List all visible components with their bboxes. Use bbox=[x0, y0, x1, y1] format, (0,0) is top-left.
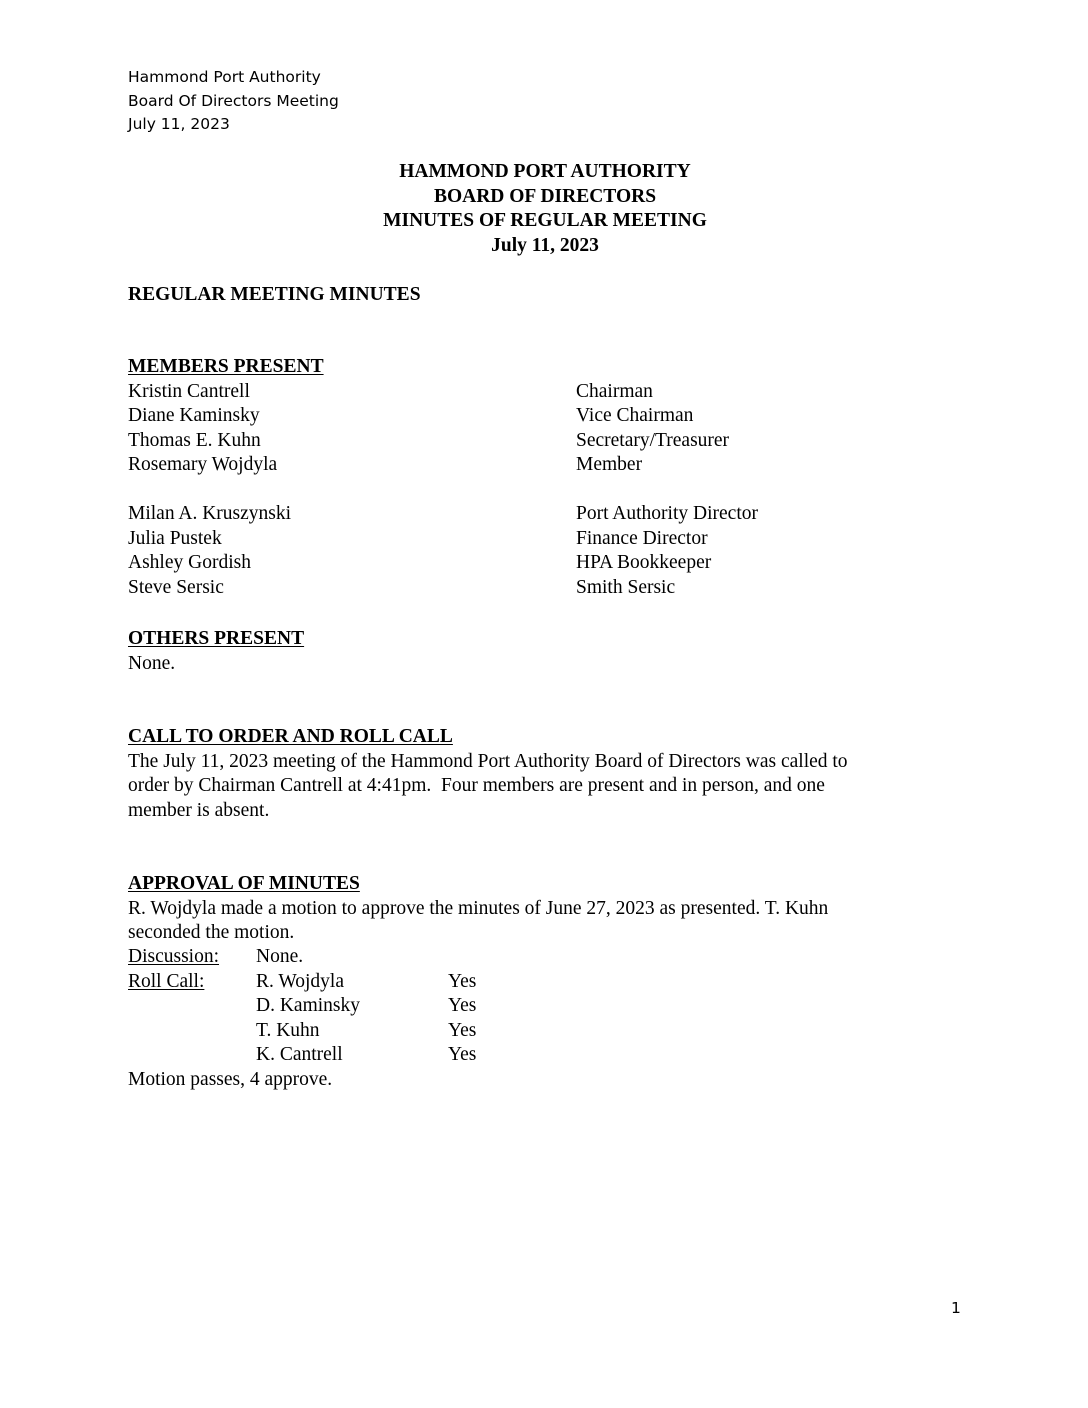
member-name: Kristin Cantrell bbox=[128, 380, 250, 402]
call-to-order-line: The July 11, 2023 meeting of the Hammond Port Authority Board of Directors was called to bbox=[128, 750, 848, 772]
approval-of-minutes-heading: APPROVAL OF MINUTES bbox=[128, 873, 360, 894]
title-date: July 11, 2023 bbox=[491, 234, 599, 256]
discussion-row bbox=[128, 945, 728, 970]
vote-row bbox=[128, 994, 728, 1019]
title-board: BOARD OF DIRECTORS bbox=[433, 185, 657, 207]
call-to-order-heading: CALL TO ORDER AND ROLL CALL bbox=[128, 726, 453, 747]
others-present-section bbox=[128, 627, 928, 676]
voter-name: R. Wojdyla bbox=[256, 970, 344, 992]
member-row bbox=[128, 453, 888, 478]
call-to-order-section bbox=[128, 725, 928, 823]
voter-name: D. Kaminsky bbox=[256, 995, 360, 1016]
document-title bbox=[0, 160, 1088, 258]
member-name: Rosemary Wojdyla bbox=[128, 454, 278, 475]
member-name: Thomas E. Kuhn bbox=[128, 429, 261, 451]
member-row bbox=[128, 429, 888, 454]
member-row bbox=[128, 404, 888, 429]
header-meeting: Board Of Directors Meeting bbox=[128, 91, 339, 110]
staff-name: Ashley Gordish bbox=[128, 552, 251, 573]
staff-role: Finance Director bbox=[576, 527, 708, 549]
staff-row bbox=[128, 551, 888, 576]
member-role: Chairman bbox=[576, 380, 653, 402]
vote-row bbox=[128, 970, 728, 995]
roll-call-label: Roll Call: bbox=[128, 970, 205, 992]
motion-result-row bbox=[128, 1068, 728, 1093]
motion-text: R. Wojdyla made a motion to approve the minutes of June 27, 2023 as presented. T. Kuhn bbox=[128, 897, 829, 919]
vote-row bbox=[128, 1019, 728, 1044]
motion-result: Motion passes, 4 approve. bbox=[128, 1068, 333, 1090]
member-role: Secretary/Treasurer bbox=[576, 429, 730, 451]
member-row bbox=[128, 380, 888, 405]
vote-value: Yes bbox=[448, 995, 477, 1016]
others-present-heading: OTHERS PRESENT bbox=[128, 628, 305, 649]
staff-row bbox=[128, 576, 888, 601]
title-organization: HAMMOND PORT AUTHORITY bbox=[399, 161, 691, 182]
staff-name: Milan A. Kruszynski bbox=[128, 503, 292, 524]
member-name: Diane Kaminsky bbox=[128, 405, 260, 426]
motion-text: seconded the motion. bbox=[128, 922, 295, 943]
page-number: 1 bbox=[951, 1299, 961, 1317]
approval-of-minutes-section bbox=[128, 872, 928, 946]
running-header bbox=[128, 66, 339, 137]
staff-row bbox=[128, 502, 888, 527]
staff-role: HPA Bookkeeper bbox=[576, 552, 712, 573]
header-date: July 11, 2023 bbox=[128, 115, 230, 133]
voter-name: K. Cantrell bbox=[256, 1044, 343, 1065]
vote-value: Yes bbox=[448, 1044, 477, 1065]
member-role: Vice Chairman bbox=[576, 405, 694, 426]
voter-name: T. Kuhn bbox=[256, 1019, 320, 1041]
staff-row bbox=[128, 527, 888, 552]
header-organization: Hammond Port Authority bbox=[128, 68, 321, 86]
roll-call-table bbox=[128, 945, 728, 1092]
call-to-order-line: member is absent. bbox=[128, 799, 270, 821]
discussion-label: Discussion: bbox=[128, 946, 220, 967]
members-present-heading: MEMBERS PRESENT bbox=[128, 356, 324, 377]
section-regular-minutes: REGULAR MEETING MINUTES bbox=[128, 284, 421, 305]
others-present-text: None. bbox=[128, 652, 176, 674]
title-minutes: MINUTES OF REGULAR MEETING bbox=[383, 210, 707, 231]
member-role: Member bbox=[576, 454, 643, 475]
staff-role: Port Authority Director bbox=[576, 503, 758, 524]
staff-name: Steve Sersic bbox=[128, 576, 224, 598]
vote-value: Yes bbox=[448, 1019, 477, 1041]
discussion-text: None. bbox=[256, 946, 304, 967]
vote-row bbox=[128, 1043, 728, 1068]
call-to-order-line: order by Chairman Cantrell at 4:41pm. Four members are present and in person, and one bbox=[128, 775, 825, 796]
members-present-section bbox=[128, 355, 888, 600]
staff-role: Smith Sersic bbox=[576, 576, 676, 598]
vote-value: Yes bbox=[448, 970, 477, 992]
staff-name: Julia Pustek bbox=[128, 527, 222, 549]
